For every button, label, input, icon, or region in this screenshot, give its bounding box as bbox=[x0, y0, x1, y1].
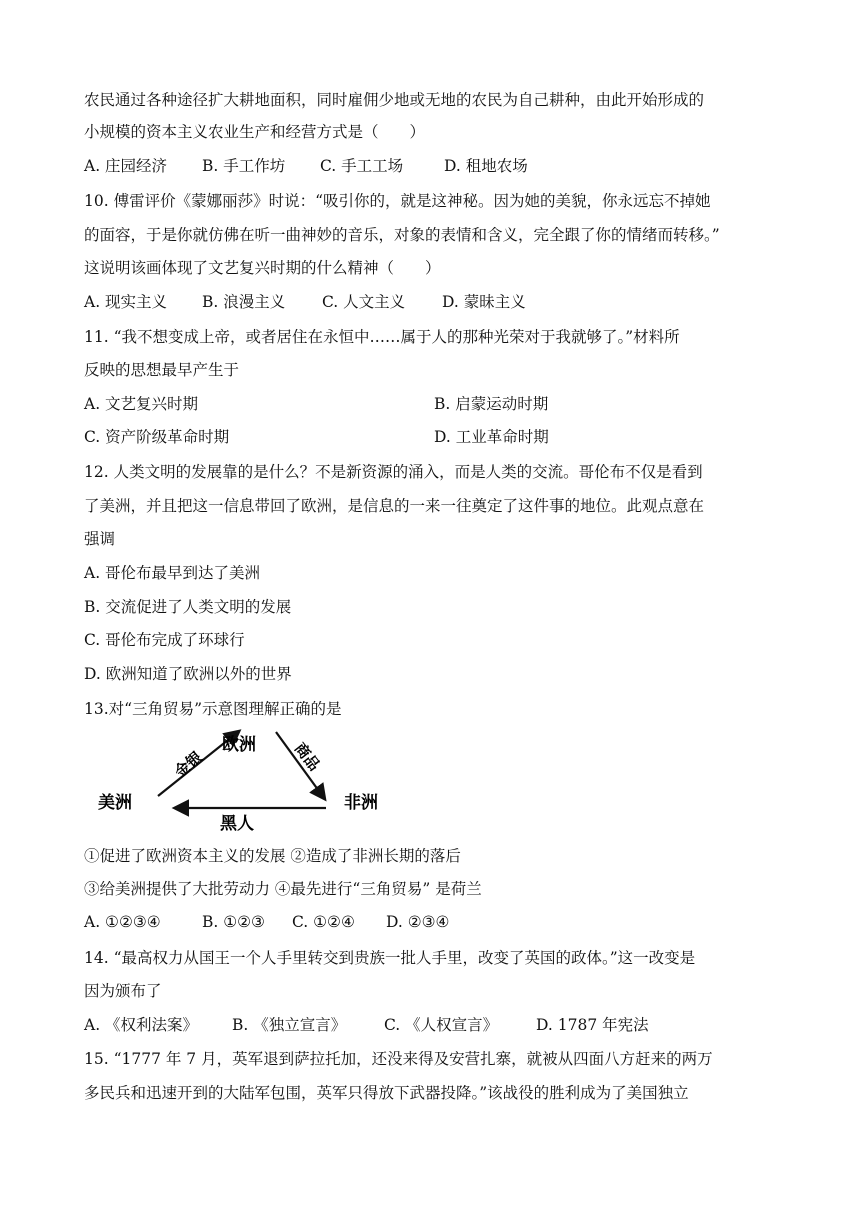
triangle-trade-diagram bbox=[96, 728, 416, 834]
q10-stem-line-3: 这说明该画体现了文艺复兴时期的什么精神（ ） bbox=[84, 259, 441, 277]
q15-stem-line-2: 多民兵和迅速开到的大陆军包围，英军只得放下武器投降。”该战役的胜利成为了美国独立 bbox=[84, 1084, 689, 1102]
q9-option-b: B. 手工作坊 bbox=[202, 157, 286, 175]
q11-option-d: D. 工业革命时期 bbox=[434, 428, 549, 446]
q13-stem: 13.对“三角贸易”示意图理解正确的是 bbox=[84, 700, 342, 718]
q12-option-b: B. 交流促进了人类文明的发展 bbox=[84, 598, 292, 616]
q12-option-d: D. 欧洲知道了欧洲以外的世界 bbox=[84, 665, 292, 683]
q13-statements-line-2: ③给美洲提供了大批劳动力 ④最先进行“三角贸易” 是荷兰 bbox=[84, 880, 482, 898]
q9-stem-line-1: 农民通过各种途径扩大耕地面积，同时雇佣少地或无地的农民为自己耕种，由此开始形成的 bbox=[84, 91, 705, 109]
q11-option-b: B. 启蒙运动时期 bbox=[434, 395, 549, 413]
q13-statements-line-1: ①促进了欧洲资本主义的发展 ②造成了非洲长期的落后 bbox=[84, 847, 461, 865]
q10-option-c: C. 人文主义 bbox=[322, 293, 406, 311]
q15-stem-line-1: 15. “1777 年 7 月，英军退到萨拉托加，还没来得及安营扎寨，就被从四面八方赶来的两万 bbox=[84, 1050, 713, 1068]
q11-option-a: A. 文艺复兴时期 bbox=[84, 395, 199, 413]
node-africa: 非洲 bbox=[344, 793, 378, 813]
q12-stem-line-1: 12. 人类文明的发展靠的是什么？不是新资源的涌入，而是人类的交流。哥伦布不仅是看到 bbox=[84, 463, 703, 481]
q13-option-b: B. ①②③ bbox=[202, 913, 265, 931]
q9-option-d: D. 租地农场 bbox=[444, 157, 528, 175]
q9-option-c: C. 手工工场 bbox=[320, 157, 404, 175]
edge-label-goods: 商品 bbox=[290, 739, 324, 775]
q13-option-d: D. ②③④ bbox=[386, 913, 450, 931]
q10-option-b: B. 浪漫主义 bbox=[202, 293, 286, 311]
q14-stem-line-1: 14. “最高权力从国王一个人手里转交到贵族一批人手里，改变了英国的政体。”这一改变是 bbox=[84, 949, 696, 967]
q9-stem-line-2: 小规模的资本主义农业生产和经营方式是（ ） bbox=[84, 123, 426, 141]
q14-option-c: C. 《人权宣言》 bbox=[384, 1016, 499, 1034]
q12-stem-line-2: 了美洲，并且把这一信息带回了欧洲，是信息的一来一往奠定了这件事的地位。此观点意在 bbox=[84, 497, 705, 515]
q13-option-a: A. ①②③④ bbox=[84, 913, 161, 931]
q10-option-d: D. 蒙昧主义 bbox=[442, 293, 526, 311]
q12-stem-line-3: 强调 bbox=[84, 530, 116, 548]
q13-option-c: C. ①②④ bbox=[292, 913, 355, 931]
q12-option-a: A. 哥伦布最早到达了美洲 bbox=[84, 564, 261, 582]
q12-option-c: C. 哥伦布完成了环球行 bbox=[84, 631, 245, 649]
edge-label-gold-silver: 金银 bbox=[171, 747, 206, 782]
q10-stem-line-1: 10. 傅雷评价《蒙娜丽莎》时说：“吸引你的，就是这神秘。因为她的美貌，你永远忘不掉她 bbox=[84, 192, 711, 210]
q14-option-b: B. 《独立宣言》 bbox=[232, 1016, 347, 1034]
q14-option-a: A. 《权利法案》 bbox=[84, 1016, 199, 1034]
node-america: 美洲 bbox=[98, 793, 132, 813]
q11-stem-line-2: 反映的思想最早产生于 bbox=[84, 361, 240, 379]
q10-stem-line-2: 的面容，于是你就仿佛在听一曲神妙的音乐，对象的表情和含义，完全跟了你的情绪而转移。” bbox=[84, 226, 720, 244]
q9-option-a: A. 庄园经济 bbox=[84, 157, 168, 175]
q10-option-a: A. 现实主义 bbox=[84, 293, 168, 311]
q14-stem-line-2: 因为颁布了 bbox=[84, 982, 162, 1000]
q14-option-d: D. 1787 年宪法 bbox=[536, 1016, 649, 1034]
q11-stem-line-1: 11. “我不想变成上帝，或者居住在永恒中……属于人的那种光荣对于我就够了。”材料所 bbox=[84, 328, 680, 346]
node-europe: 欧洲 bbox=[222, 735, 256, 755]
edge-label-slaves: 黑人 bbox=[220, 814, 254, 834]
q11-option-c: C. 资产阶级革命时期 bbox=[84, 428, 230, 446]
